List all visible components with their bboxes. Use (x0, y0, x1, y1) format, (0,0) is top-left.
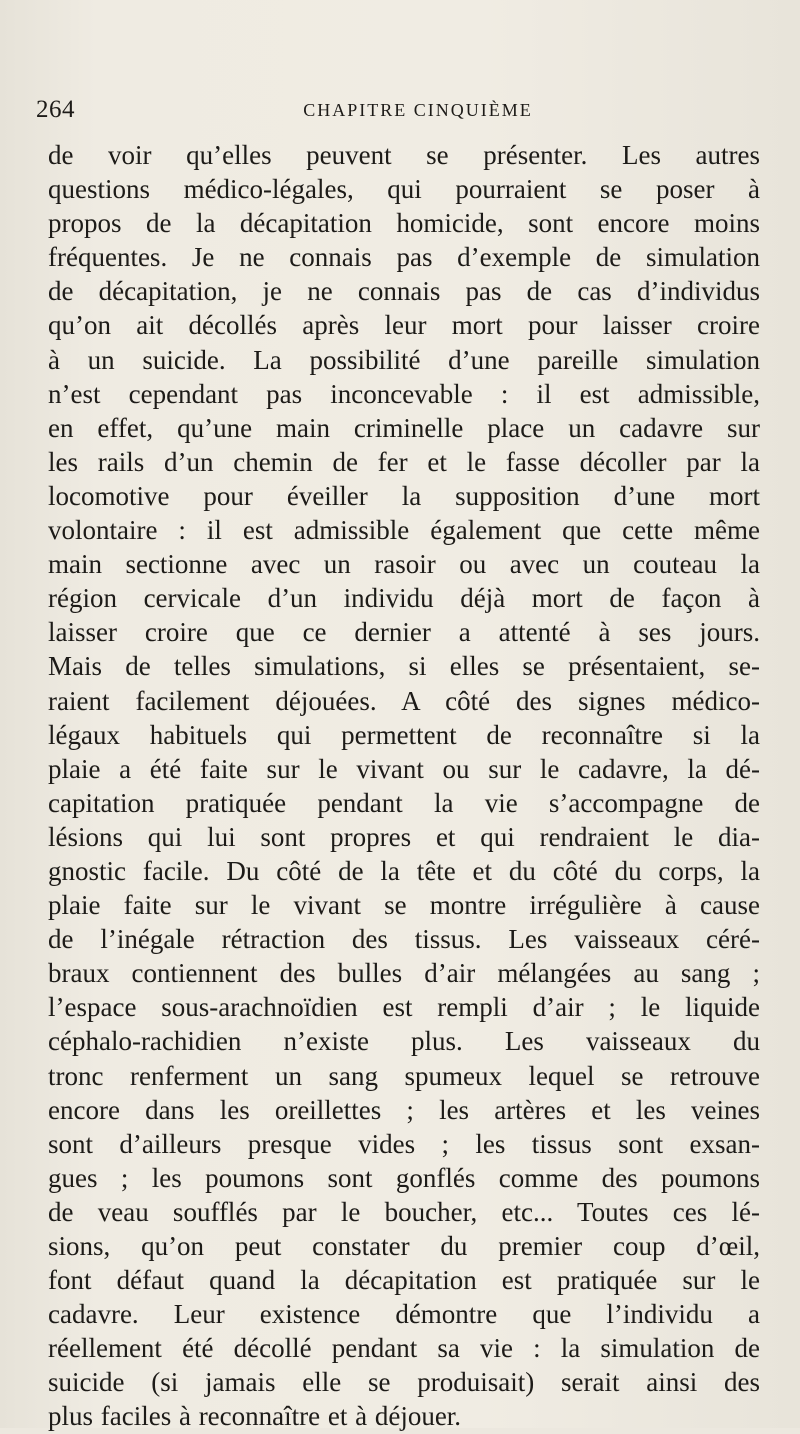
page-number: 264 (36, 96, 75, 123)
text-line: volontaire : il est admissible également que cette même (48, 515, 760, 546)
text-line: propos de la décapitation homicide, sont encore moins (48, 208, 760, 239)
text-line: de voir qu’elles peuvent se présenter. Les autres (48, 140, 760, 170)
text-line: laisser croire que ce dernier a attenté à ses jours. (48, 617, 760, 648)
text-line: main sectionne avec un rasoir ou avec un couteau la (48, 549, 760, 580)
text-line: sont d’ailleurs presque vides ; les tissus sont exsan- (48, 1128, 760, 1159)
text-line: de décapitation, je ne connais pas de cas d’individus (48, 276, 760, 307)
text-line: Mais de telles simulations, si elles se présentaient, se- (48, 651, 760, 682)
body-text (48, 138, 760, 1434)
text-line: lésions qui lui sont propres et qui rendraient le dia- (48, 821, 760, 852)
text-line: fréquentes. Je ne connais pas d’exemple de simulation (48, 242, 760, 273)
text-line: de veau soufflés par le boucher, etc... Toutes ces lé- (48, 1196, 760, 1227)
text-line: de l’inégale rétraction des tissus. Les vaisseaux céré- (48, 924, 760, 955)
text-line: gnostic facile. Du côté de la tête et du côté du corps, la (48, 855, 760, 886)
text-line: l’espace sous-arachnoïdien est rempli d’air ; le liquide (48, 992, 760, 1023)
running-title: CHAPITRE CINQUIÈME (303, 100, 533, 120)
text-line: les rails d’un chemin de fer et le fasse décoller par la (48, 446, 760, 477)
text-line: raient facilement déjouées. A côté des signes médico- (48, 685, 760, 716)
text-line: tronc renferment un sang spumeux lequel se retrouve (48, 1060, 760, 1091)
text-line: plus faciles à reconnaître et à déjouer. (48, 1401, 462, 1432)
text-line: encore dans les oreillettes ; les artères et les veines (48, 1094, 760, 1125)
text-line: céphalo-rachidien n’existe plus. Les vaisseaux du (48, 1026, 760, 1057)
text-line: locomotive pour éveiller la supposition d’une mort (48, 480, 760, 511)
text-line: suicide (si jamais elle se produisait) serait ainsi des (48, 1367, 760, 1398)
text-line: plaie a été faite sur le vivant ou sur le cadavre, la dé- (48, 753, 760, 784)
text-line: qu’on ait décollés après leur mort pour laisser croire (48, 310, 760, 341)
text-line: cadavre. Leur existence démontre que l’individu a (48, 1299, 760, 1330)
text-line: à un suicide. La possibilité d’une pareille simulation (48, 344, 760, 375)
text-line: font défaut quand la décapitation est pratiquée sur le (48, 1265, 760, 1296)
text-line: région cervicale d’un individu déjà mort de façon à (48, 583, 760, 614)
page-header (36, 96, 760, 126)
text-line: gues ; les poumons sont gonflés comme des poumons (48, 1162, 760, 1193)
text-line: questions médico-légales, qui pourraient se poser à (48, 174, 760, 205)
text-line: réellement été décollé pendant sa vie : la simulation de (48, 1333, 760, 1364)
text-line: plaie faite sur le vivant se montre irrégulière à cause (48, 890, 760, 921)
text-line: braux contiennent des bulles d’air mélangées au sang ; (48, 958, 760, 989)
text-line: capitation pratiquée pendant la vie s’accompagne de (48, 787, 760, 818)
text-line: sions, qu’on peut constater du premier coup d’œil, (48, 1231, 760, 1261)
text-line: en effet, qu’une main criminelle place un cadavre sur (48, 412, 760, 443)
text-line: légaux habituels qui permettent de reconnaître si la (48, 719, 760, 750)
text-line: n’est cependant pas inconcevable : il est admissible, (48, 378, 760, 409)
